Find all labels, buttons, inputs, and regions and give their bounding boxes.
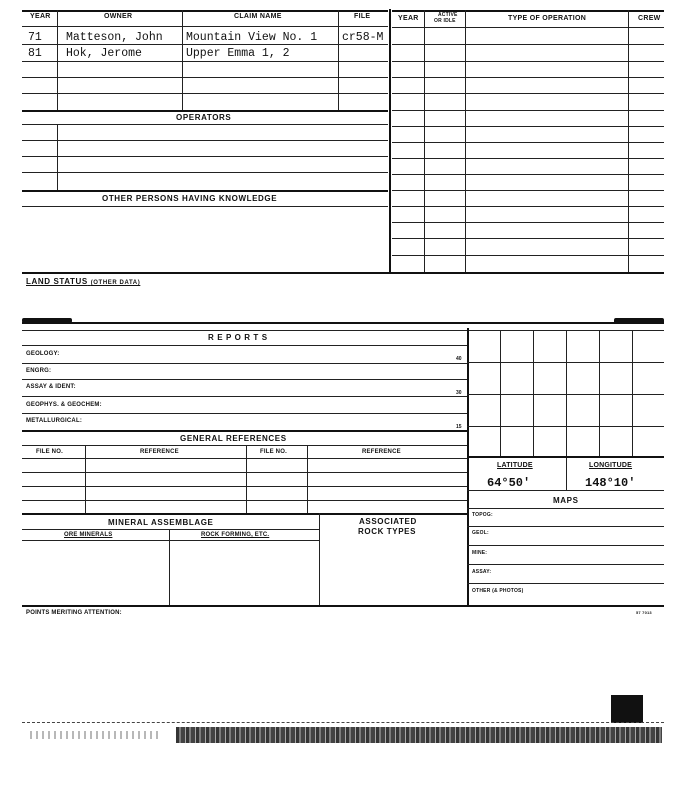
report-rule	[22, 363, 467, 364]
report-rule	[22, 413, 467, 414]
grid-row	[467, 362, 664, 363]
report-label-assay: ASSAY & IDENT:	[26, 384, 76, 390]
report-rule	[22, 379, 467, 380]
owner-row-owner: Hok, Jerome	[66, 47, 142, 60]
activity-rule	[392, 174, 664, 175]
operators-rule	[22, 172, 388, 173]
map-other: OTHER (& PHOTOS)	[472, 588, 524, 594]
references-rule	[22, 486, 467, 487]
owner-row-rule	[22, 44, 388, 45]
grid-row	[467, 394, 664, 395]
grid-col	[599, 330, 600, 456]
owner-header: OWNER	[104, 13, 133, 20]
land-status-sub: (OTHER DATA)	[90, 280, 141, 286]
operators-rule	[22, 140, 388, 141]
grid-row	[467, 426, 664, 427]
other-persons-top-border	[22, 190, 388, 192]
grid-col	[500, 330, 501, 456]
activity-rule	[392, 206, 664, 207]
activity-rule	[392, 222, 664, 223]
maps-rule	[467, 526, 664, 527]
maps-rule	[467, 508, 664, 509]
activity-rule	[392, 158, 664, 159]
associated-heading-line2: ROCK TYPES	[358, 527, 417, 536]
operation-header: TYPE OF OPERATION	[508, 15, 587, 22]
activity-rule	[392, 44, 664, 45]
general-references-top-border	[22, 430, 467, 432]
associated-heading-line1: ASSOCIATED	[359, 517, 417, 526]
or-idle-header: OR IDLE	[434, 18, 456, 24]
report-num: 30	[456, 390, 462, 396]
fold-line	[22, 722, 664, 723]
report-num: 40	[456, 356, 462, 362]
grid-col	[533, 330, 534, 456]
reports-top-rule	[22, 330, 664, 331]
active-header: ACTIVE	[438, 12, 458, 18]
owner-row-claim: Mountain View No. 1	[186, 31, 318, 44]
latitude-label: LATITUDE	[497, 462, 533, 469]
maps-rule	[467, 564, 664, 565]
ore-minerals-header: ORE MINERALS	[64, 532, 113, 538]
owner-table-top-border	[22, 10, 388, 12]
latlong-rule	[467, 490, 664, 491]
middle-block-bottom-border	[22, 605, 664, 607]
report-label-metallurgical: METALLURGICAL:	[26, 418, 83, 424]
grid-col	[566, 330, 567, 456]
activity-rule	[392, 255, 664, 256]
owner-row-rule	[22, 61, 388, 62]
scan-noise-band	[176, 727, 662, 743]
operators-rule	[22, 156, 388, 157]
ref-file-no-header: FILE NO.	[36, 449, 63, 455]
owner-row-file: cr58-M	[342, 31, 384, 44]
reports-heading: R E P O R T S	[208, 333, 268, 342]
mineral-rule	[22, 540, 319, 541]
longitude-label: LONGITUDE	[589, 462, 633, 469]
report-rule	[22, 396, 467, 397]
other-persons-heading: OTHER PERSONS HAVING KNOWLEDGE	[102, 194, 278, 203]
ref-col-divider	[246, 445, 247, 513]
activity-rule	[392, 27, 664, 28]
claim-col-divider	[182, 10, 183, 110]
owner-row-rule	[22, 93, 388, 94]
owner-row-year: 71	[28, 31, 42, 44]
latlong-divider	[566, 458, 567, 490]
map-topog: TOPOG:	[472, 512, 493, 518]
references-rule	[22, 445, 467, 446]
activity-left-border	[389, 9, 391, 273]
owner-row-year: 81	[28, 47, 42, 60]
activity-col-divider	[424, 10, 425, 272]
owner-year-header: YEAR	[30, 13, 51, 20]
activity-col-divider	[465, 10, 466, 272]
points-heading: POINTS MERITING ATTENTION:	[26, 610, 122, 616]
ref-reference-header: REFERENCE	[362, 449, 401, 455]
operators-heading: OPERATORS	[176, 113, 232, 122]
activity-rule	[392, 77, 664, 78]
ref-col-divider	[85, 445, 86, 513]
land-status-heading	[26, 277, 140, 286]
grid-col	[632, 330, 633, 456]
general-references-heading: GENERAL REFERENCES	[180, 434, 287, 443]
references-rule	[22, 472, 467, 473]
scan-noise-band	[30, 731, 160, 739]
land-status-main: LAND STATUS	[26, 277, 88, 286]
map-geol: GEOL:	[472, 530, 489, 536]
top-block-bottom-border	[22, 272, 664, 274]
form-number: 57 7013	[636, 610, 652, 615]
references-rule	[22, 500, 467, 501]
activity-rule	[392, 142, 664, 143]
other-persons-rule	[22, 206, 388, 207]
references-rule	[22, 458, 467, 459]
activity-rule	[392, 61, 664, 62]
operators-col-divider	[57, 124, 58, 190]
operators-rule	[22, 124, 388, 125]
owner-row-claim: Upper Emma 1, 2	[186, 47, 290, 60]
operators-top-border	[22, 110, 388, 112]
activity-rule	[392, 190, 664, 191]
activity-year-header: YEAR	[398, 15, 419, 22]
file-header: FILE	[354, 13, 371, 20]
activity-rule	[392, 110, 664, 111]
reports-top-border	[22, 322, 664, 324]
ref-reference-header: REFERENCE	[140, 449, 179, 455]
maps-rule	[467, 583, 664, 584]
owner-row-rule	[22, 77, 388, 78]
mineral-col-divider	[169, 529, 170, 605]
file-col-divider	[338, 10, 339, 110]
claim-name-header: CLAIM NAME	[234, 13, 282, 20]
report-rule	[22, 345, 467, 346]
ref-col-divider	[307, 445, 308, 513]
maps-heading: MAPS	[553, 496, 579, 505]
owner-row-owner: Matteson, John	[66, 31, 163, 44]
longitude-value: 148°10'	[585, 476, 636, 490]
activity-rule	[392, 93, 664, 94]
ref-file-no-header: FILE NO.	[260, 449, 287, 455]
mineral-top-border	[22, 513, 467, 515]
mineral-assemblage-heading: MINERAL ASSEMBLAGE	[108, 518, 214, 527]
crew-header: CREW	[638, 15, 661, 22]
rock-forming-header: ROCK FORMING, ETC.	[201, 532, 270, 538]
report-num: 15	[456, 424, 462, 430]
activity-rule	[392, 126, 664, 127]
map-assay: ASSAY:	[472, 569, 492, 575]
activity-rule	[392, 238, 664, 239]
maps-rule	[467, 545, 664, 546]
owner-col-divider	[57, 10, 58, 110]
owner-header-rule	[22, 26, 388, 27]
map-mine: MINE:	[472, 550, 488, 556]
mineral-rule	[22, 529, 319, 530]
report-label-engrg: ENGRG:	[26, 368, 52, 374]
report-label-geophys: GEOPHYS. & GEOCHEM:	[26, 402, 102, 408]
associated-divider	[319, 513, 320, 605]
latitude-value: 64°50'	[487, 476, 531, 490]
activity-top-border	[392, 10, 664, 12]
activity-col-divider	[628, 10, 629, 272]
report-label-geology: GEOLOGY:	[26, 351, 60, 357]
scan-black-square	[611, 695, 643, 723]
